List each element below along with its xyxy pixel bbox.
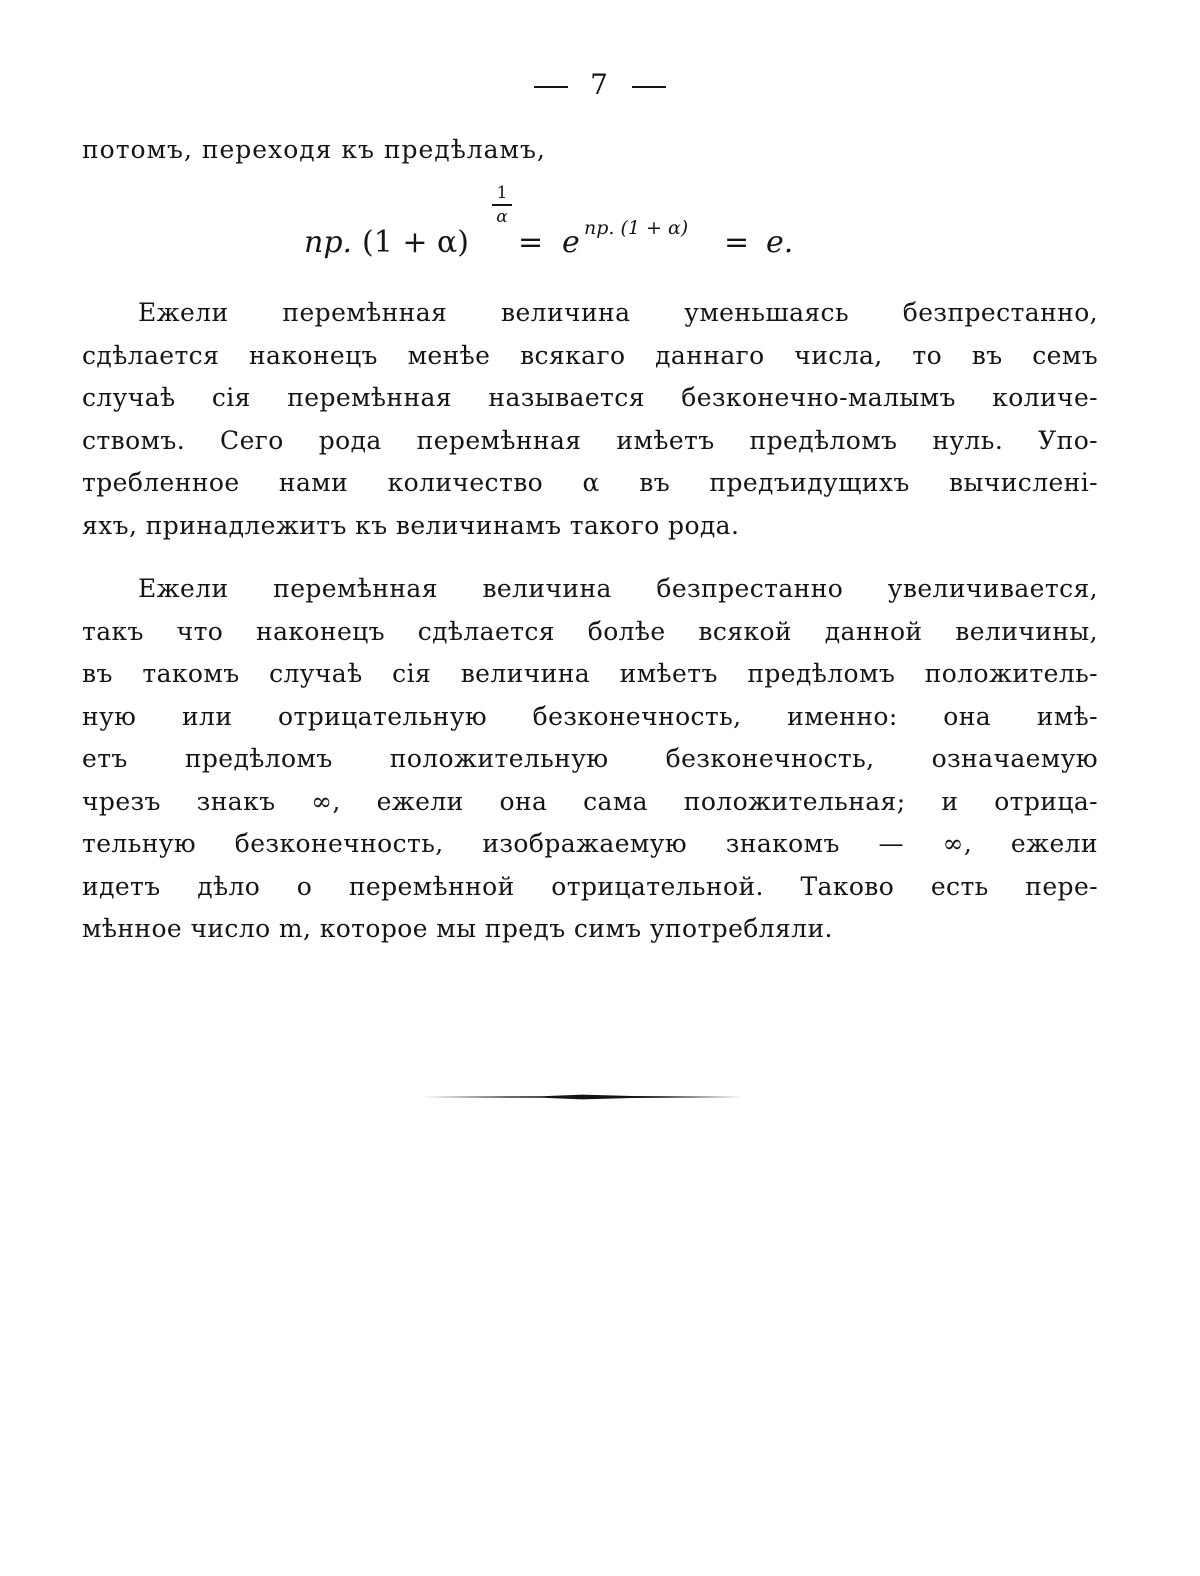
paragraph-infinitesimal <box>82 292 1098 547</box>
paragraph-line: ствомъ. Сего рода перемѣнная имѣетъ предѣломъ нуль. Упо- <box>82 425 1098 455</box>
end-rule <box>422 1092 742 1102</box>
paragraph-infinity <box>82 568 1098 951</box>
formula-equals-1: = <box>518 225 544 260</box>
page-number-left-dash <box>534 86 568 88</box>
page-number <box>0 68 1200 101</box>
end-rule-shape <box>422 1095 742 1100</box>
paragraph-line: чрезъ знакъ ∞, ежели она сама положительная; и отрица- <box>82 786 1098 816</box>
formula-result: e. <box>766 225 794 260</box>
intro-line: потомъ, переходя къ предѣламъ, <box>82 135 546 164</box>
formula-limit-prefix: пр. <box>304 225 353 260</box>
page-number-value: 7 <box>590 68 610 101</box>
paragraph-line: случаѣ сія перемѣнная называется безконечно-малымъ количе- <box>82 383 1098 412</box>
paragraph-line: такъ что наконецъ сдѣлается болѣе всякой данной величины, <box>82 616 1098 646</box>
formula-exponent-fraction <box>492 183 512 227</box>
formula-e-base: e <box>562 225 580 260</box>
page-number-right-dash <box>632 86 666 88</box>
paragraph-line: мѣнное число m, которое мы предъ симъ употребляли. <box>82 914 833 943</box>
formula-base-paren: (1 + α) <box>362 225 469 260</box>
formula-fraction-bar <box>492 204 512 206</box>
paragraph-line: Ежели перемѣнная величина безпрестанно увеличивается, <box>138 574 1098 603</box>
paragraph-line: ную или отрицательную безконечность, именно: она имѣ- <box>82 701 1098 731</box>
paragraph-line: яхъ, принадлежитъ къ величинамъ такого рода. <box>82 510 740 540</box>
paragraph-line: Ежели перемѣнная величина уменьшаясь безпрестанно, <box>138 298 1098 327</box>
paragraph-line: въ такомъ случаѣ сія величина имѣетъ предѣломъ положитель- <box>82 659 1098 688</box>
paragraph-line: идетъ дѣло о перемѣнной отрицательной. Таково есть пере- <box>82 871 1098 901</box>
paragraph-line: сдѣлается наконецъ менѣе всякаго даннаго числа, то въ семъ <box>82 340 1098 370</box>
paragraph-line: требленное нами количество α въ предъидущихъ вычисленi- <box>82 468 1098 497</box>
paragraph-line: етъ предѣломъ положительную безконечность, означаемую <box>82 744 1098 773</box>
limit-formula <box>304 183 924 273</box>
formula-exponent-denominator: α <box>496 207 508 227</box>
formula-exponent-numerator: 1 <box>496 183 508 203</box>
formula-equals-2: = <box>724 225 750 260</box>
formula-e-exponent: пр. (1 + α) <box>584 217 689 239</box>
paragraph-line: тельную безконечность, изображаемую знакомъ — ∞, ежели <box>82 829 1098 858</box>
